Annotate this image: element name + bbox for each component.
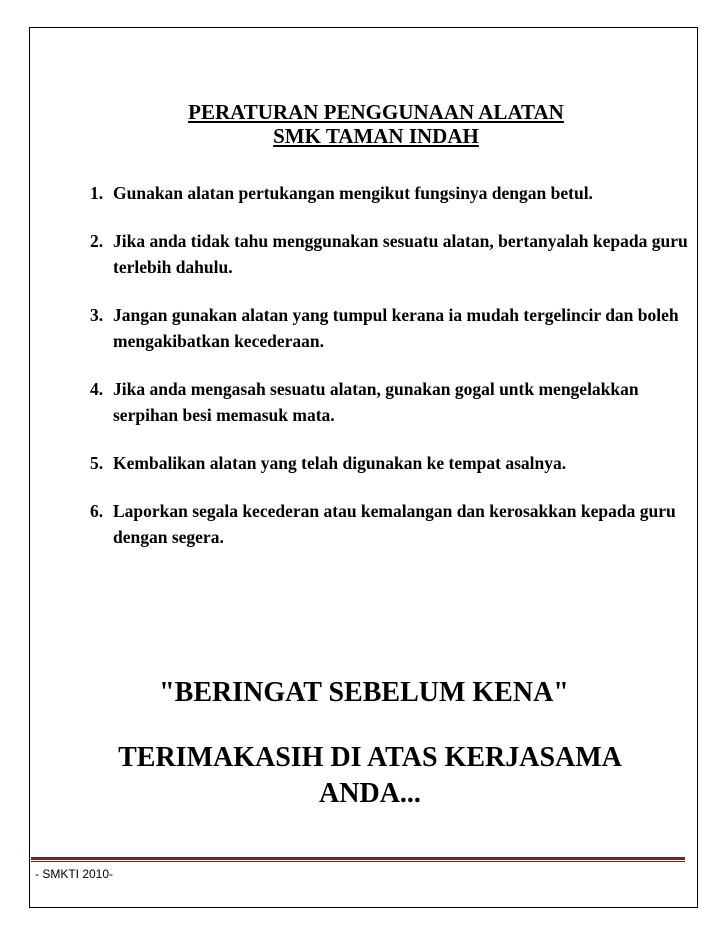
- rule-number: 6.: [90, 501, 104, 521]
- slogan: "BERINGAT SEBELUM KENA": [159, 677, 569, 708]
- rule-text: Gunakan alatan pertukangan mengikut fungsinya dengan betul.: [113, 183, 593, 203]
- rule-number: 1.: [90, 183, 104, 203]
- rule-item-2: [90, 228, 690, 280]
- rule-item-5: [90, 450, 690, 476]
- rule-number: 4.: [90, 379, 104, 399]
- page-title-line-1: PERATURAN PENGGUNAAN ALATAN: [188, 100, 564, 124]
- page-title-line-2: SMK TAMAN INDAH: [273, 124, 479, 148]
- rule-item-3: [90, 302, 690, 354]
- rule-text: Kembalikan alatan yang telah digunakan ke tempat asalnya.: [113, 453, 567, 473]
- rule-number: 3.: [90, 305, 104, 325]
- footer-text: - SMKTI 2010-: [35, 867, 114, 881]
- rule-text: Jangan gunakan alatan yang tumpul kerana ia mudah tergelincir dan boleh mengakibatkan kecederaan.: [113, 305, 679, 351]
- rule-text: Jika anda mengasah sesuatu alatan, gunakan gogal untk mengelakkan serpihan besi memasuk mata.: [113, 379, 639, 425]
- rule-item-6: [90, 498, 690, 550]
- rules-list: [90, 180, 690, 572]
- rule-text: Laporkan segala kecederan atau kemalangan dan kerosakkan kepada guru dengan segera.: [113, 501, 676, 547]
- rule-item-1: [90, 180, 690, 206]
- thank-you-message: TERIMAKASIH DI ATAS KERJASAMA ANDA...: [118, 742, 622, 809]
- footer-divider: [31, 857, 685, 862]
- rule-number: 5.: [90, 453, 104, 473]
- rule-item-4: [90, 376, 690, 428]
- rule-text: Jika anda tidak tahu menggunakan sesuatu alatan, bertanyalah kepada guru terlebih dahulu.: [113, 231, 688, 277]
- rule-number: 2.: [90, 231, 104, 251]
